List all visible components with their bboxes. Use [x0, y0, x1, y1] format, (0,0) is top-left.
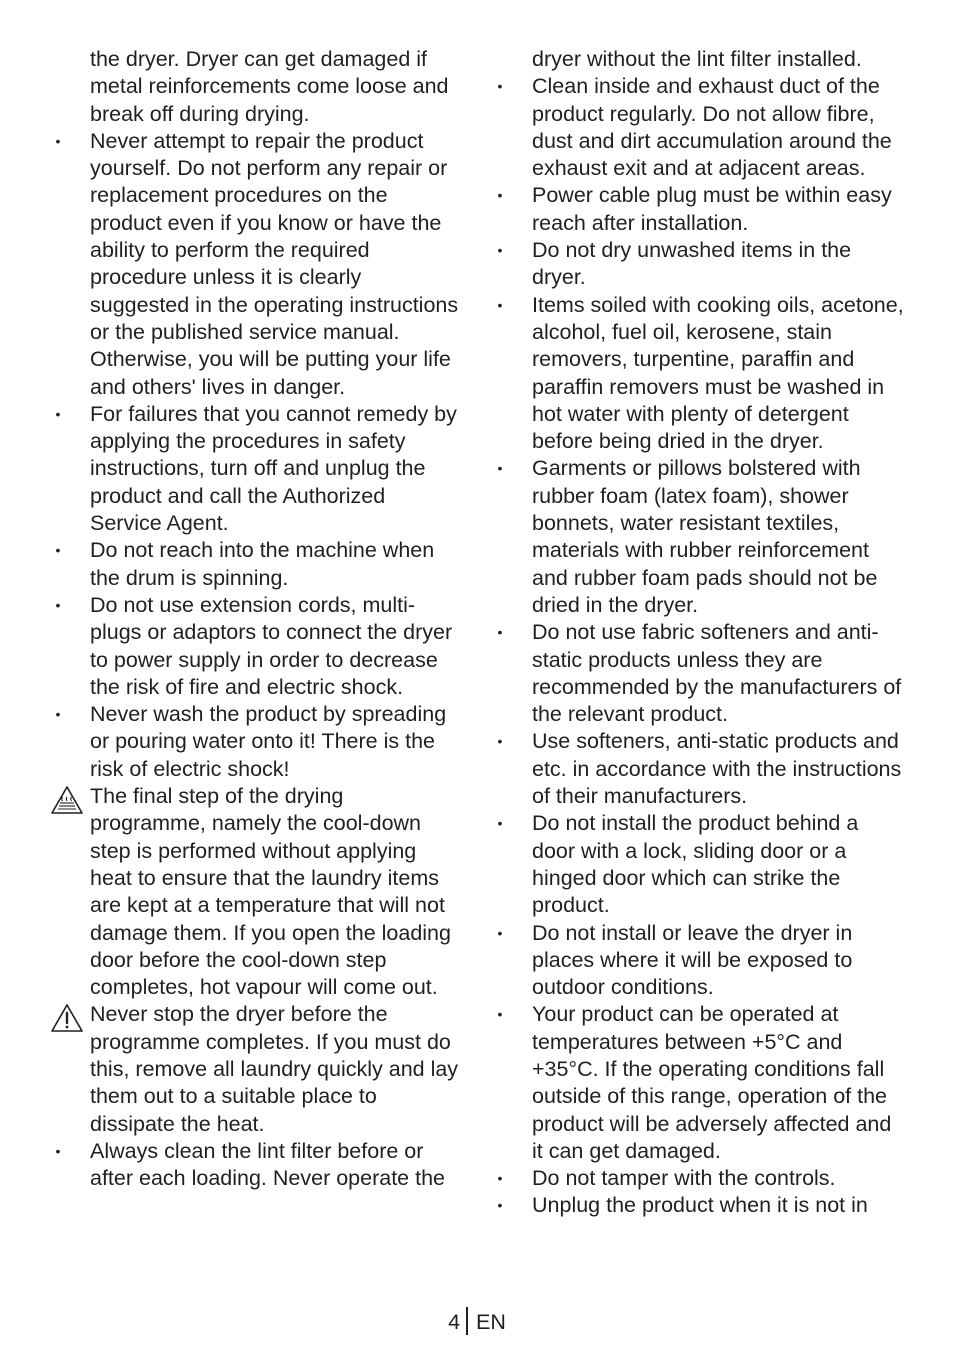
list-item: • Unplug the product when it is not in: [492, 1192, 906, 1219]
list-item: • For failures that you cannot remedy by applying the procedures in safety instructions, turn off and unplug the product and call the Authorized Service Agent.: [50, 401, 462, 537]
language-code: EN: [476, 1310, 506, 1334]
bullet-icon: •: [55, 542, 61, 559]
right-column: [492, 46, 906, 1220]
list-item: • Do not dry unwashed items in the dryer.: [492, 237, 906, 292]
bullet-icon: •: [55, 132, 61, 149]
list-item: • Garments or pillows bolstered with rubber foam (latex foam), shower bonnets, water resistant textiles, materials with rubber reinforcement and rubber foam pads should not be dried in the dryer.: [492, 455, 906, 619]
bullet-icon: •: [497, 1170, 503, 1187]
list-item: • Do not reach into the machine when the drum is spinning.: [50, 537, 462, 592]
bullet-icon: •: [497, 187, 503, 204]
hot-surface-warning: The final step of the drying programme, namely the cool-down step is performed without applying heat to ensure that the laundry items are kept at a temperature that will not damage them. If you open the loading door before the cool-down step completes, hot vapour will come out.: [50, 783, 462, 1001]
bullet-icon: •: [55, 706, 61, 723]
page-number: 4: [448, 1310, 461, 1334]
list-item: • Always clean the lint filter before or after each loading. Never operate the: [50, 1138, 462, 1193]
footer-divider: [466, 1307, 468, 1335]
bullet-icon: •: [497, 815, 503, 832]
list-item: • Your product can be operated at temperatures between +5°C and +35°C. If the operating conditions fall outside of this range, operation of the product will be adversely affected and it can get damaged.: [492, 1001, 906, 1165]
list-item: • Do not use extension cords, multi-plugs or adaptors to connect the dryer to power supply in order to decrease the risk of fire and electric shock.: [50, 592, 462, 701]
list-item: the dryer. Dryer can get damaged if metal reinforcements come loose and break off during drying.: [90, 47, 449, 126]
list-item: • Do not install or leave the dryer in places where it will be exposed to outdoor conditions.: [492, 920, 906, 1002]
bullet-icon: •: [497, 924, 503, 941]
bullet-icon: •: [55, 1142, 61, 1159]
list-item: • Power cable plug must be within easy reach after installation.: [492, 182, 906, 237]
list-item: • Never attempt to repair the product yourself. Do not perform any repair or replacement procedures on the product even if you know or have the ability to perform the required procedure unless it is clearly suggested in the operating instructions or the published service manual. Otherwise, you will be putting your life and others' lives in danger.: [50, 128, 462, 401]
bullet-icon: •: [497, 460, 503, 477]
bullet-icon: •: [497, 624, 503, 641]
general-warning-icon: [50, 1003, 84, 1033]
list-item: • Do not tamper with the controls.: [492, 1165, 906, 1192]
list-item: • Use softeners, anti-static products and etc. in accordance with the instructions of their manufacturers.: [492, 728, 906, 810]
list-item: • Items soiled with cooking oils, acetone, alcohol, fuel oil, kerosene, stain removers, turpentine, paraffin and paraffin removers must be washed in hot water with plenty of detergent before being dried in the dryer.: [492, 292, 906, 456]
list-item: • Do not install the product behind a door with a lock, sliding door or a hinged door which can strike the product.: [492, 810, 906, 919]
left-column: [50, 46, 462, 1192]
list-item: • Do not use fabric softeners and anti-static products unless they are recommended by the manufacturers of the relevant product.: [492, 619, 906, 728]
list-item: • Clean inside and exhaust duct of the product regularly. Do not allow fibre, dust and dirt accumulation around the exhaust exit and at adjacent areas.: [492, 73, 906, 182]
list-item: dryer without the lint filter installed.: [532, 47, 862, 71]
page-footer: [0, 1307, 954, 1337]
bullet-icon: •: [55, 596, 61, 613]
list-item: • Never wash the product by spreading or pouring water onto it! There is the risk of electric shock!: [50, 701, 462, 783]
bullet-icon: •: [497, 78, 503, 95]
bullet-icon: •: [497, 733, 503, 750]
bullet-icon: •: [497, 1006, 503, 1023]
bullet-icon: •: [497, 242, 503, 259]
general-warning: Never stop the dryer before the programme completes. If you must do this, remove all laundry quickly and lay them out to a suitable place to dissipate the heat.: [50, 1001, 462, 1137]
bullet-icon: •: [497, 1197, 503, 1214]
bullet-icon: •: [55, 405, 61, 422]
hot-surface-warning-icon: [50, 785, 84, 815]
bullet-icon: •: [497, 296, 503, 313]
